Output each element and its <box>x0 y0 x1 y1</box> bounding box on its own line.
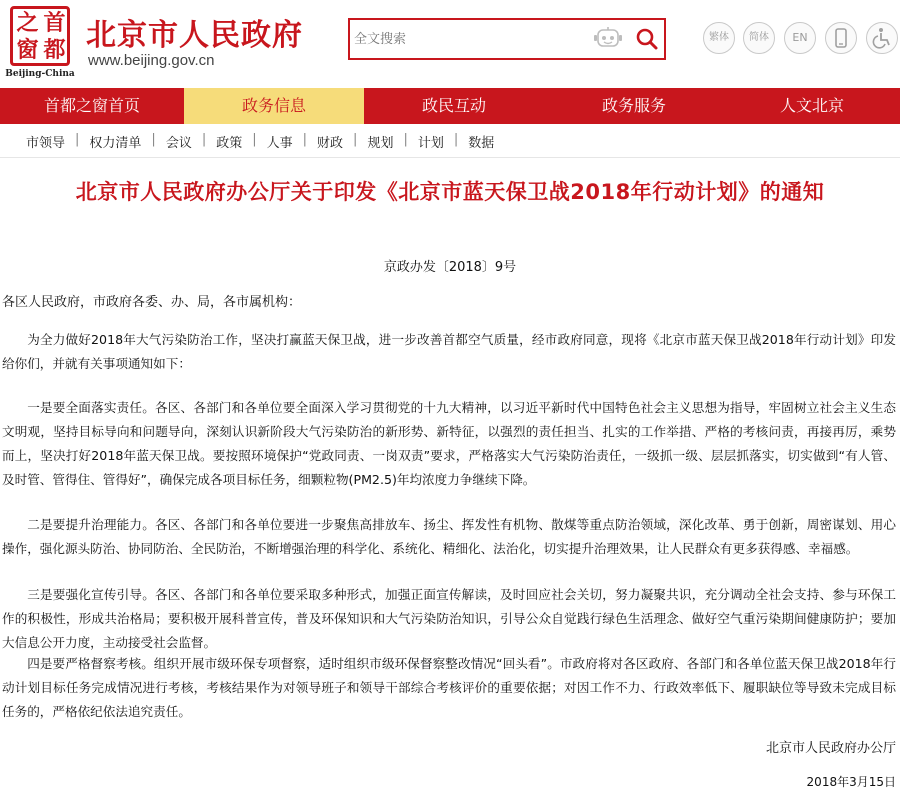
subnav-item-meetings[interactable]: 会议 <box>165 136 192 151</box>
site-title[interactable]: 北京市人民政府 <box>86 18 303 53</box>
nav-item-gov-info[interactable]: 政务信息 <box>184 88 364 124</box>
signature: 北京市人民政府办公厅 <box>765 741 896 756</box>
divider: | <box>201 132 207 147</box>
logo-char: 之 <box>16 10 39 36</box>
mobile-icon <box>826 23 856 53</box>
divider: | <box>252 132 257 147</box>
logo-caption: Beijing-China <box>5 69 75 79</box>
nav-item-interaction[interactable]: 政民互动 <box>421 96 486 115</box>
traditional-chinese-button[interactable]: 繁体 <box>703 22 735 54</box>
divider: | <box>453 132 459 147</box>
article-title: 北京市人民政府办公厅关于印发《北京市蓝天保卫战2018年行动计划》的通知 <box>75 180 825 204</box>
issue-date: 2018年3月15日 <box>806 775 896 789</box>
wheelchair-icon <box>867 23 897 53</box>
logo-char: 都 <box>43 37 66 63</box>
salutation: 各区人民政府，市政府各委、办、局，各市属机构： <box>2 295 302 310</box>
search-icon <box>635 27 659 51</box>
site-url: www.beijing.gov.cn <box>88 52 215 69</box>
article-paragraph: 二是要提升治理能力。各区、各部门和各单位要进一步聚焦高排放车、扬尘、挥发性有机物、散煤等重点防治领域，深化改革、勇于创新，周密谋划、用心操作，强化源头防治、协同防治、全民防治，不断增强治理的科学化、系统化、精细化、法治化，切实提升治理效果，让人民群众有更多获得感、幸福感。 <box>2 517 896 556</box>
article-paragraph: 为全力做好2018年大气污染防治工作，坚决打赢蓝天保卫战，进一步改善首都空气质量，经市政府同意，现将《北京市蓝天保卫战2018年行动计划》印发给你们，并就有关事项通知如下： <box>2 332 896 371</box>
article-paragraph: 一是要全面落实责任。各区、各部门和各单位要全面深入学习贯彻党的十九大精神，以习近平新时代中国特色社会主义思想为指导，牢固树立社会主义生态文明观，坚持目标导向和问题导向，深刻认识新阶段大气污染防治的新形势、新特征，以强烈的责任担当、扎实的工作举措、严格的考核问责，再接再厉，乘势而上，坚决打好2018年蓝天保卫战。要按照环境保护“党政同责、一岗双责”要求，严格落实大气污染防治责任，一级抓一级、层层抓落实，切实做到“有人管、及时管、管得住、管得好”，确保完成各项目标任务，细颗粒物(PM2.5)年均浓度力争继续下降。 <box>2 400 896 487</box>
subnav-item-finance[interactable]: 财政 <box>317 136 344 151</box>
simplified-chinese-button[interactable]: 简体 <box>743 22 775 54</box>
subnav-item-data[interactable]: 数据 <box>468 136 495 151</box>
robot-assistant-icon[interactable] <box>593 26 623 52</box>
site-header <box>0 0 900 88</box>
article-paragraph: 四是要严格督察考核。组织开展市级环保专项督察，适时组织市级环保督察整改情况“回头看”。市政府将对各区政府、各部门和各单位蓝天保卫战2018年行动计划目标任务完成情况进行考核，考核结果作为对领导班子和领导干部综合考核评价的重要依据；对因工作不力、行政效率低下、履职缺位等导致未完成目标任务的，严格依纪依法追究责任。 <box>2 656 896 719</box>
logo-char: 窗 <box>16 37 39 63</box>
english-button[interactable]: EN <box>784 22 816 54</box>
subnav-item-leaders[interactable]: 市领导 <box>26 136 66 151</box>
subnav-item-plans[interactable]: 计划 <box>417 136 444 151</box>
search-input[interactable] <box>354 27 586 51</box>
divider: | <box>302 132 308 147</box>
mobile-button[interactable] <box>825 22 857 54</box>
utility-icons <box>703 22 899 58</box>
article-paragraph: 三是要强化宣传引导。各区、各部门和各单位要采取多种形式，加强正面宣传解读，及时回应社会关切，努力凝聚共识，充分调动全社会支持、参与环保工作的积极性，形成共治格局；要积极开展科普宣传，普及环保知识和大气污染防治知识，引导公众自觉践行绿色生活理念、做好空气重污染期间健康防护；要加大信息公开力度，主动接受社会监督。 <box>2 587 896 650</box>
subnav-item-policy[interactable]: 政策 <box>216 136 243 151</box>
divider: | <box>75 132 80 147</box>
nav-item-services[interactable]: 政务服务 <box>601 96 666 115</box>
site-logo[interactable] <box>4 6 74 78</box>
search-button[interactable] <box>628 20 666 58</box>
divider: | <box>403 132 408 147</box>
subnav-item-planning[interactable]: 规划 <box>367 136 394 151</box>
divider: | <box>151 132 156 147</box>
nav-item-culture[interactable]: 人文北京 <box>779 96 844 115</box>
logo-seal <box>10 6 70 66</box>
accessibility-button[interactable] <box>866 22 898 54</box>
main-nav <box>0 88 900 124</box>
search-box <box>348 18 666 60</box>
sub-nav-list <box>26 132 494 151</box>
subnav-item-personnel[interactable]: 人事 <box>266 136 293 151</box>
divider: | <box>353 132 358 147</box>
document-number: 京政办发〔2018〕9号 <box>383 260 517 275</box>
nav-item-home[interactable]: 首都之窗首页 <box>43 96 140 115</box>
sub-nav <box>0 124 900 158</box>
subnav-item-power-list[interactable]: 权力清单 <box>89 136 142 151</box>
logo-char: 首 <box>43 10 66 36</box>
